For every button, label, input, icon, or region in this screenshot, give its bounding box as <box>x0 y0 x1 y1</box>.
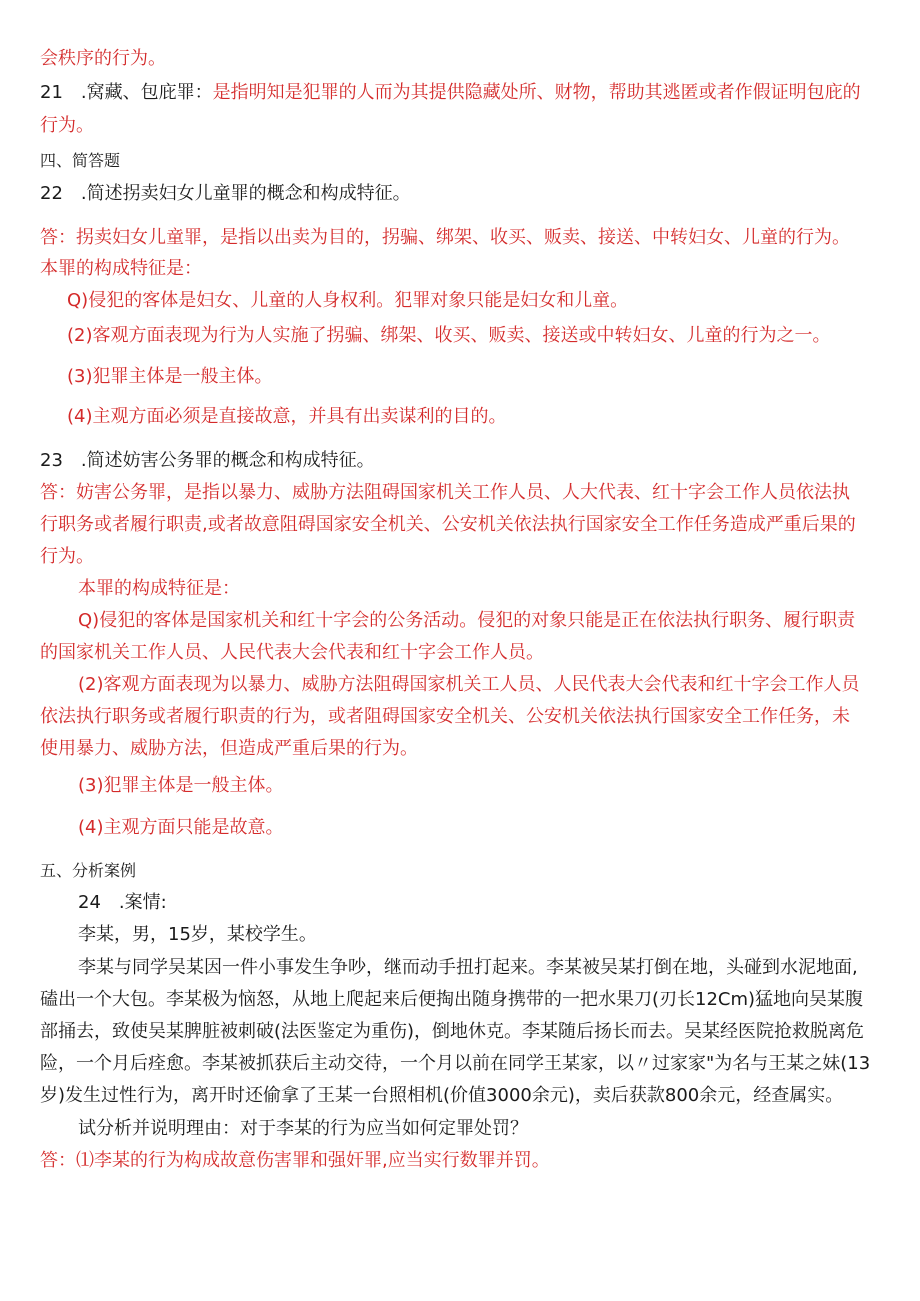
case-line: 磕出一个大包。李某极为恼怒，从地上爬起来后便掏出随身携带的一把水果刀(刃长12Cm)猛地向吴某腹 <box>40 989 864 1010</box>
answer-line: 行职务或者履行职责,或者故意阻碍国家安全机关、公安机关依法执行国家安全工作任务造成严重后果的 <box>40 514 856 535</box>
section-heading: 四、简答题 <box>40 151 121 170</box>
answer-line: 依法执行职务或者履行职责的行为，或者阻碍国家安全机关、公安机关依法执行国家安全工作任务，未 <box>40 706 850 727</box>
section-heading: 五、分析案例 <box>40 861 137 880</box>
case-number: 24 .案情: <box>78 892 167 913</box>
text-line: 行为。 <box>40 115 94 136</box>
case-line: 李某，男，15岁，某校学生。 <box>78 924 317 945</box>
answer-point: (3)犯罪主体是一般主体。 <box>78 775 284 796</box>
answer-point: (3)犯罪主体是一般主体。 <box>67 366 273 387</box>
question: 22 .简述拐卖妇女儿童罪的概念和构成特征。 <box>40 183 411 204</box>
question: 23 .简述妨害公务罪的概念和构成特征。 <box>40 450 375 471</box>
answer-line: 本罪的构成特征是： <box>40 258 202 279</box>
case-line: 李某与同学吴某因一件小事发生争吵，继而动手扭打起来。李某被吴某打倒在地，头碰到水泥地面, <box>78 957 858 978</box>
case-question: 试分析并说明理由：对于李某的行为应当如何定罪处罚？ <box>78 1118 528 1139</box>
answer-line: 答：拐卖妇女儿童罪，是指以出卖为目的，拐骗、绑架、收买、贩卖、接送、中转妇女、儿童的行为。 <box>40 227 850 248</box>
answer-line: 使用暴力、威胁方法，但造成严重后果的行为。 <box>40 738 418 759</box>
answer-line: 本罪的构成特征是： <box>78 578 240 599</box>
answer-point: (2)客观方面表现为以暴力、威胁方法阻碍国家机关工人员、人民代表大会代表和红十字会工作人员 <box>78 674 860 695</box>
answer-point: (4)主观方面只能是故意。 <box>78 817 284 838</box>
answer-point: (2)客观方面表现为行为人实施了拐骗、绑架、收买、贩卖、接送或中转妇女、儿童的行为之一。 <box>67 325 831 346</box>
answer-point: Q)侵犯的客体是国家机关和红十字会的公务活动。侵犯的对象只能是正在依法执行职务、履行职责 <box>78 610 856 631</box>
answer-line: 的国家机关工作人员、人民代表大会代表和红十字会工作人员。 <box>40 642 544 663</box>
answer-line: 行为。 <box>40 546 94 567</box>
answer-line: 答：⑴李某的行为构成故意伤害罪和强奸罪,应当实行数罪并罚。 <box>40 1150 550 1171</box>
answer-point: (4)主观方面必须是直接故意，并具有出卖谋利的目的。 <box>67 406 507 427</box>
answer-point: Q)侵犯的客体是妇女、儿童的人身权利。犯罪对象只能是妇女和儿童。 <box>67 290 629 311</box>
text-line <box>40 81 861 105</box>
answer-line: 答：妨害公务罪，是指以暴力、威胁方法阻碍国家机关工作人员、人大代表、红十字会工作人员依法执 <box>40 482 850 503</box>
term-label: 21 .窝藏、包庇罪： <box>40 82 213 103</box>
text-line: 会秩序的行为。 <box>40 48 166 69</box>
term-definition: 是指明知是犯罪的人而为其提供隐藏处所、财物，帮助其逃匿或者作假证明包庇的 <box>212 82 861 103</box>
case-line: 险，一个月后痊愈。李某被抓获后主动交待，一个月以前在同学王某家，以〃过家家"为名与王某之妹(13 <box>40 1053 871 1074</box>
case-line: 部捅去，致使吴某脾脏被刺破(法医鉴定为重伤)，倒地休克。李某随后扬长而去。吴某经医院抢救脱离危 <box>40 1021 865 1042</box>
case-line: 岁)发生过性行为，离开时还偷拿了王某一台照相机(价值3000余元)，卖后获款800余元，经查属实。 <box>40 1085 844 1106</box>
